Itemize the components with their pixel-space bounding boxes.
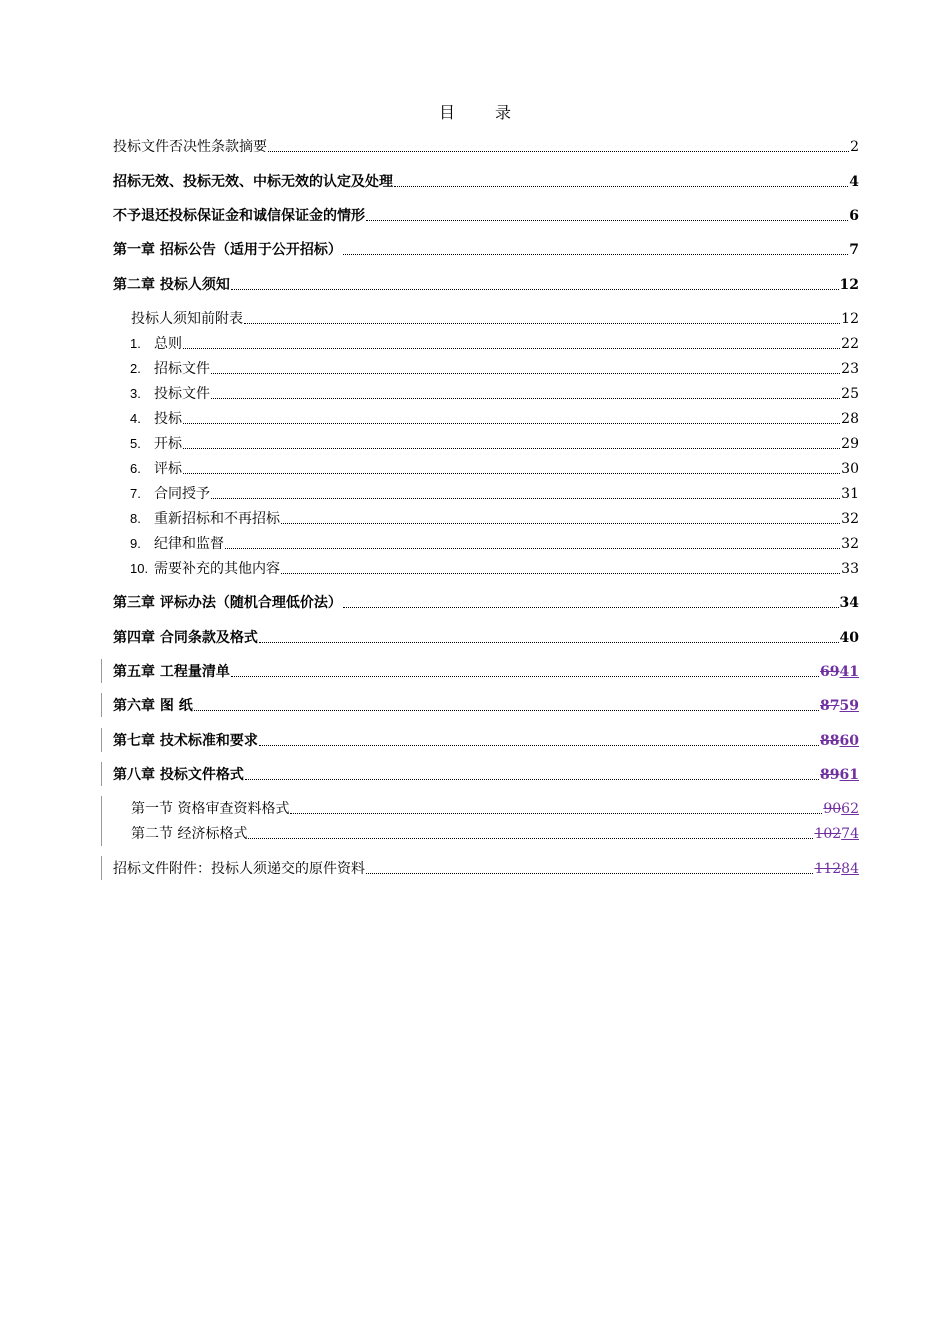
toc-page-number: 22 (841, 336, 859, 352)
toc-entry-chapter-5[interactable] (113, 661, 859, 681)
deleted-page-number: 89 (820, 767, 840, 783)
toc-entry-label: 第二节 经济标格式 (131, 826, 248, 842)
toc-entry-chapter-2[interactable] (113, 274, 859, 294)
toc-section-number: 9. (130, 536, 141, 551)
toc-entry-label: 需要补充的其他内容 (154, 561, 280, 577)
toc-entry-section-2[interactable] (130, 358, 859, 378)
dot-leader (259, 642, 839, 643)
toc-section-number: 5. (130, 436, 141, 451)
toc-title-char-1: 目 (438, 103, 455, 122)
toc-entry-label: 总则 (154, 336, 182, 352)
toc-entry-chapter-3[interactable] (113, 592, 859, 612)
toc-entry-label: 不予退还投标保证金和诚信保证金的情形 (113, 208, 365, 224)
toc-entry-veto-clauses[interactable] (113, 136, 859, 156)
toc-entry-section-8[interactable] (130, 508, 859, 528)
toc-section-number: 2. (130, 361, 141, 376)
revision-change-bar (101, 762, 102, 786)
toc-page-number: 40 (839, 630, 859, 646)
deleted-page-number: 88 (820, 733, 840, 749)
deleted-page-number: 69 (820, 664, 840, 680)
toc-entry-label: 第三章 评标办法（随机合理低价法） (113, 595, 342, 611)
dot-leader (231, 289, 839, 290)
toc-page-number: 23 (841, 361, 859, 377)
toc-page-number: 4 (849, 174, 859, 190)
toc-entry-label: 合同授予 (154, 486, 210, 502)
revision-change-bar (101, 728, 102, 752)
deleted-page-number: 112 (814, 861, 842, 877)
toc-entry-section-4[interactable] (130, 408, 859, 428)
toc-entry-label: 重新招标和不再招标 (154, 511, 280, 527)
toc-entry-label: 招标文件附件：投标人须递交的原件资料 (113, 861, 365, 877)
toc-entry-section-9[interactable] (130, 533, 859, 553)
toc-title (0, 100, 950, 123)
toc-entry-section-7[interactable] (130, 483, 859, 503)
toc-page-number: 31 (841, 486, 859, 502)
toc-page-number (820, 732, 859, 750)
dot-leader (183, 348, 840, 349)
toc-page-number: 29 (841, 436, 859, 452)
deleted-page-number: 102 (814, 826, 842, 842)
dot-leader (231, 676, 819, 677)
toc-entry-label: 投标文件否决性条款摘要 (113, 139, 267, 155)
toc-section-number: 1. (130, 336, 141, 351)
toc-entry-invalid-bid-handling[interactable] (113, 171, 859, 191)
toc-page-number (820, 766, 859, 784)
toc-page-number (820, 663, 859, 681)
inserted-page-number: 59 (839, 698, 859, 714)
dot-leader (245, 779, 819, 780)
toc-entry-label: 评标 (154, 461, 182, 477)
toc-page-number (823, 800, 859, 818)
inserted-page-number: 41 (839, 664, 859, 680)
dot-leader (394, 186, 848, 187)
toc-page-number: 30 (841, 461, 859, 477)
toc-page-number: 2 (850, 139, 859, 155)
toc-entry-data-sheet[interactable] (131, 308, 859, 328)
toc-entry-label: 招标文件 (154, 361, 210, 377)
toc-entry-label: 第二章 投标人须知 (113, 277, 230, 293)
dot-leader (244, 323, 840, 324)
dot-leader (290, 813, 822, 814)
toc-entry-section-3[interactable] (130, 383, 859, 403)
dot-leader (183, 448, 840, 449)
revision-change-bar (101, 659, 102, 683)
toc-entry-chapter-1[interactable] (113, 239, 859, 259)
inserted-page-number: 74 (841, 826, 859, 842)
toc-entry-label: 纪律和监督 (154, 536, 224, 552)
dot-leader (259, 745, 819, 746)
dot-leader (343, 607, 839, 608)
toc-entry-section-6[interactable] (130, 458, 859, 478)
toc-page-number: 33 (841, 561, 859, 577)
toc-entry-appendix[interactable] (113, 858, 859, 878)
toc-entry-deposit-forfeiture[interactable] (113, 205, 859, 225)
toc-page-number: 12 (841, 311, 859, 327)
toc-section-number: 8. (130, 511, 141, 526)
revision-change-bar (101, 856, 102, 880)
toc-section-number: 4. (130, 411, 141, 426)
dot-leader (248, 838, 813, 839)
toc-entry-label: 第一章 招标公告（适用于公开招标） (113, 242, 342, 258)
toc-entry-label: 投标 (154, 411, 182, 427)
dot-leader (366, 873, 813, 874)
toc-entry-label: 第四章 合同条款及格式 (113, 630, 258, 646)
dot-leader (211, 498, 840, 499)
toc-entry-label: 第五章 工程量清单 (113, 664, 230, 680)
toc-entry-label: 投标文件 (154, 386, 210, 402)
dot-leader (343, 254, 848, 255)
toc-section-number: 3. (130, 386, 141, 401)
toc-page-number (814, 860, 859, 878)
revision-change-bar (101, 796, 102, 846)
toc-page-number: 28 (841, 411, 859, 427)
toc-entry-label: 招标无效、投标无效、中标无效的认定及处理 (113, 174, 393, 190)
dot-leader (194, 710, 819, 711)
inserted-page-number: 84 (841, 861, 859, 877)
dot-leader (211, 373, 840, 374)
toc-entry-label: 第一节 资格审查资料格式 (131, 801, 290, 817)
toc-entry-section-1[interactable] (130, 333, 859, 353)
toc-page-number: 34 (839, 595, 859, 611)
toc-entry-label: 投标人须知前附表 (131, 311, 243, 327)
revision-change-bar (101, 693, 102, 717)
toc-entry-chapter-6[interactable] (113, 695, 859, 715)
toc-page-number (820, 697, 859, 715)
toc-page-number: 25 (841, 386, 859, 402)
toc-page-number: 12 (839, 277, 859, 293)
toc-page-number: 6 (849, 208, 859, 224)
dot-leader (183, 473, 840, 474)
toc-entry-section-10[interactable] (130, 558, 859, 578)
dot-leader (366, 220, 848, 221)
inserted-page-number: 61 (839, 767, 859, 783)
toc-title-char-2: 录 (495, 103, 512, 122)
toc-entry-chapter-7[interactable] (113, 730, 859, 750)
toc-page-number: 32 (841, 511, 859, 527)
dot-leader (268, 151, 849, 152)
toc-entry-chapter-8-section-2[interactable] (131, 823, 859, 843)
inserted-page-number: 62 (841, 801, 859, 817)
toc-entry-chapter-8-section-1[interactable] (131, 798, 859, 818)
toc-page-number: 7 (849, 242, 859, 258)
toc-page-number (814, 825, 859, 843)
toc-section-number: 10. (130, 561, 149, 576)
toc-entry-chapter-8[interactable] (113, 764, 859, 784)
dot-leader (211, 398, 840, 399)
toc-section-number: 6. (130, 461, 141, 476)
toc-entry-label: 第七章 技术标准和要求 (113, 733, 258, 749)
toc-entry-chapter-4[interactable] (113, 627, 859, 647)
toc-entry-label: 开标 (154, 436, 182, 452)
toc-entry-label: 第六章 图 纸 (113, 698, 193, 714)
dot-leader (225, 548, 840, 549)
toc-page-number: 32 (841, 536, 859, 552)
toc-entry-label: 第八章 投标文件格式 (113, 767, 244, 783)
toc-section-number: 7. (130, 486, 141, 501)
dot-leader (281, 523, 840, 524)
dot-leader (281, 573, 840, 574)
toc-entry-section-5[interactable] (130, 433, 859, 453)
deleted-page-number: 90 (823, 801, 842, 817)
deleted-page-number: 87 (820, 698, 840, 714)
inserted-page-number: 60 (839, 733, 859, 749)
dot-leader (183, 423, 840, 424)
